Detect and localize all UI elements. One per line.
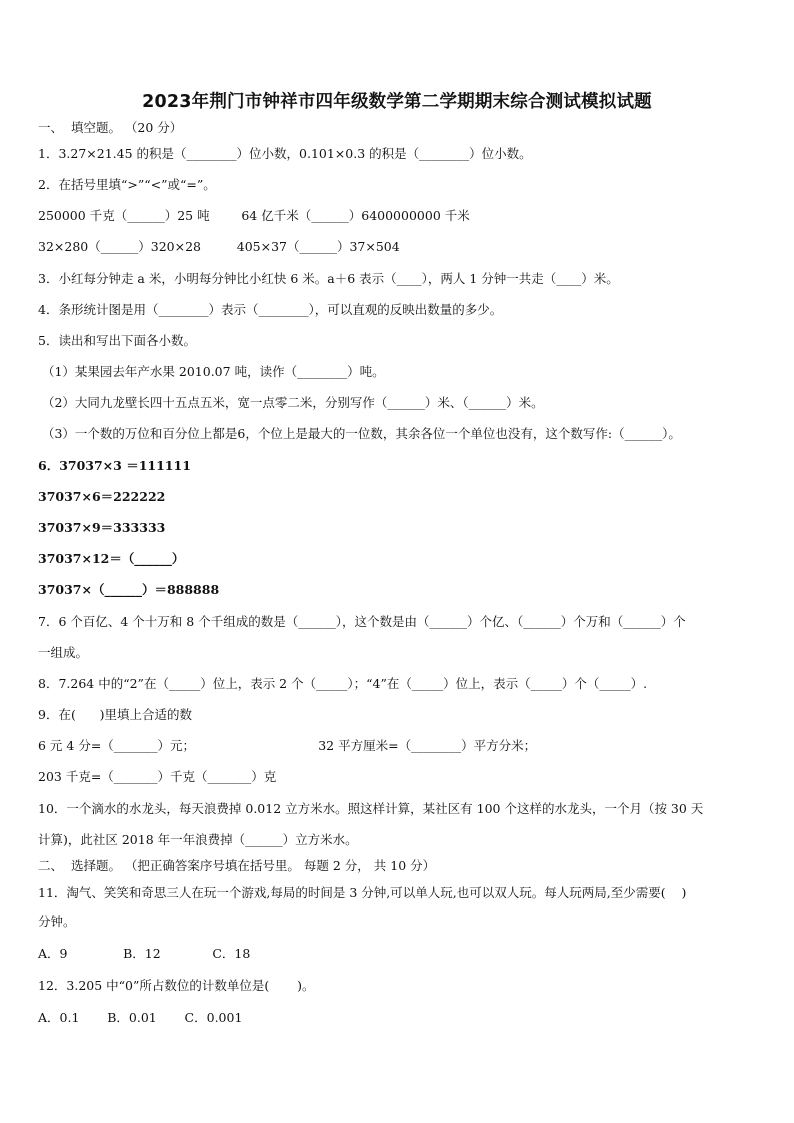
question-11-cont: 分钟。 xyxy=(38,914,76,929)
question-3: 3．小红每分钟走 a 米，小明每分钟比小红快 6 米。a＋6 表示（____），两人 1 分钟一共走（____）米。 xyxy=(38,271,619,286)
question-2-row-2: 32×280（______）320×28 405×37（______）37×504 xyxy=(38,239,400,254)
question-6-row-2: 37037×6＝222222 xyxy=(38,489,166,504)
question-12-options: A．0.1 B．0.01 C．0.001 xyxy=(38,1010,243,1025)
question-2: 2．在括号里填“>”“<”或“=”。 xyxy=(38,177,216,192)
question-10-cont: 计算)，此社区 2018 年一年浪费掉（______）立方米水。 xyxy=(38,832,358,847)
question-5-part-1: （1）某果园去年产水果 2010.07 吨，读作（________）吨。 xyxy=(38,364,385,379)
question-4: 4．条形统计图是用（________）表示（________），可以直观的反映出数量的多少。 xyxy=(38,302,503,317)
page-title: 2023年荆门市钟祥市四年级数学第二学期期末综合测试模拟试题 xyxy=(142,92,652,112)
question-6-row-3: 37037×9＝333333 xyxy=(38,520,166,535)
question-6-row-5: 37037×（______）＝888888 xyxy=(38,582,220,597)
question-1: 1．3.27×21.45 的积是（________）位小数，0.101×0.3 的积是（________）位小数。 xyxy=(38,146,532,161)
question-9: 9．在( )里填上合适的数 xyxy=(38,707,193,722)
question-11-options: A．9 B．12 C．18 xyxy=(38,946,251,961)
question-5-part-3: （3）一个数的万位和百分位上都是6，个位上是最大的一位数，其余各位一个单位也没有，这个数写作:（______）。 xyxy=(38,426,681,441)
section-heading-fill-blank: 一、 填空题。 （20 分） xyxy=(38,120,183,135)
question-7-cont: 一组成。 xyxy=(38,645,89,660)
question-6: 6．37037×3 ＝111111 xyxy=(38,458,191,473)
question-7: 7．6 个百亿、4 个十万和 8 个千组成的数是（______），这个数是由（______）个亿、（______）个万和（______）个 xyxy=(38,614,686,629)
question-5: 5．读出和写出下面各小数。 xyxy=(38,333,196,348)
question-11: 11．淘气、笑笑和奇思三人在玩一个游戏,每局的时间是 3 分钟,可以单人玩,也可以双人玩。每人玩两局,至少需要( ) xyxy=(38,885,687,900)
question-8: 8．7.264 中的“2”在（_____）位上，表示 2 个（_____）；“4”在（_____）位上，表示（_____）个（_____）. xyxy=(38,676,648,691)
section-heading-choice: 二、 选择题。 （把正确答案序号填在括号里。 每题 2 分， 共 10 分） xyxy=(38,858,436,873)
question-12: 12．3.205 中“0”所占数位的计数单位是( )。 xyxy=(38,978,315,993)
question-5-part-2: （2）大同九龙壁长四十五点五米，宽一点零二米，分别写作（______）米、（______）米。 xyxy=(38,395,544,410)
question-10: 10．一个滴水的水龙头，每天浪费掉 0.012 立方米水。照这样计算，某社区有 100 个这样的水龙头，一个月（按 30 天 xyxy=(38,801,704,816)
question-2-row-1: 250000 千克（______）25 吨 64 亿千米（______）6400000000 千米 xyxy=(38,208,470,223)
question-9-row-2: 203 千克=（_______）千克（_______）克 xyxy=(38,769,277,784)
question-9-row-1: 6 元 4 分=（_______）元； 32 平方厘米=（________）平方分米； xyxy=(38,738,537,753)
question-6-row-4: 37037×12＝（______） xyxy=(38,551,185,566)
